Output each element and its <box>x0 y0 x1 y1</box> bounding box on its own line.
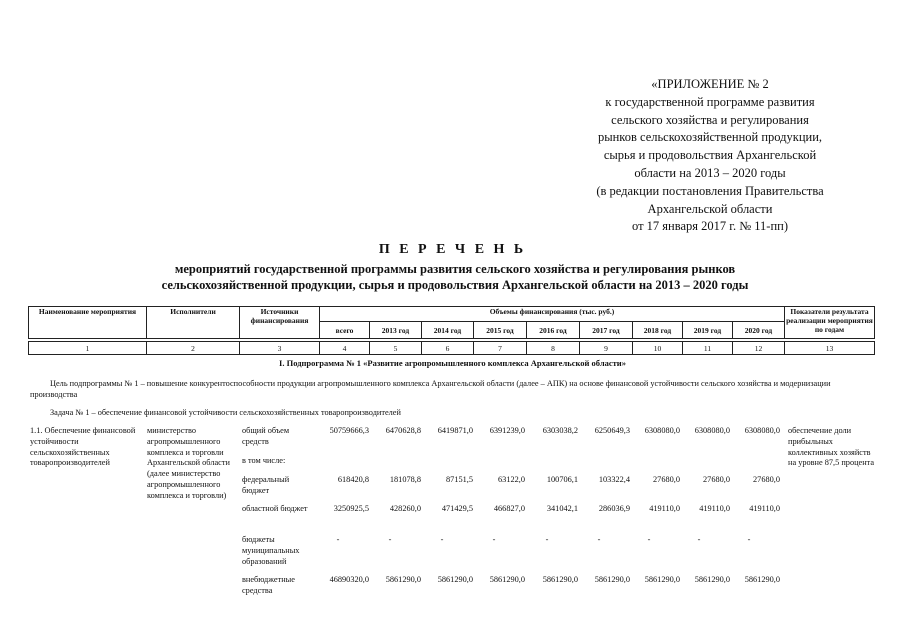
column-number: 11 <box>683 342 733 355</box>
header-year: 2017 год <box>580 322 633 339</box>
task-text: Задача № 1 – обеспечение финансовой устойчивости сельскохозяйственных товаропроизводителей <box>50 408 401 417</box>
goal-text: Цель подпрограммы № 1 – повышение конкурентоспособности продукции агропромышленного комплекса Архангельской области (далее – АПК) на основе финансовой устойчивости сельского хозяйства и модернизации производства <box>30 379 831 399</box>
value-cell: 6303038,2 <box>542 426 578 435</box>
header-year: 2014 год <box>422 322 474 339</box>
column-number: 13 <box>785 342 875 355</box>
header-sources: Источники финансирования <box>240 307 320 339</box>
value-cell: - <box>492 535 496 544</box>
column-number-row <box>28 341 875 355</box>
value-cell: 419110,0 <box>699 504 730 513</box>
appendix-line: от 17 января 2017 г. № 11-пп) <box>631 219 789 234</box>
value-cell: 100706,1 <box>546 475 578 484</box>
value-cell: 63122,0 <box>498 475 525 484</box>
value-cell: - <box>647 535 651 544</box>
value-cell: - <box>336 535 340 544</box>
value-cell: 6250649,3 <box>594 426 630 435</box>
appendix-line: рынков сельскохозяйственной продукции, <box>597 130 823 145</box>
source-label: внебюджетные средства <box>242 575 295 595</box>
value-cell: - <box>388 535 392 544</box>
header-year: 2019 год <box>683 322 733 339</box>
column-number: 12 <box>733 342 785 355</box>
value-cell: 87151,5 <box>446 475 473 484</box>
value-cell: 27680,0 <box>753 475 780 484</box>
header-year: 2020 год <box>733 322 785 339</box>
appendix-line: (в редакции постановления Правительства <box>596 183 824 198</box>
column-number: 2 <box>147 342 240 355</box>
header-name: Наименование мероприятия <box>29 307 147 339</box>
column-number: 9 <box>580 342 633 355</box>
value-cell: 6308080,0 <box>744 426 780 435</box>
subheading-line: сельскохозяйственной продукции, сырья и продовольствия Архангельской области на 2013 – 2020 годы <box>161 277 749 292</box>
activity-executor: министерство агропромышленного комплекса и торговли Архангельской области (далее министерство агропромышленного комплекса и торговли) <box>147 426 230 500</box>
value-cell: - <box>545 535 549 544</box>
value-cell: 5861290,0 <box>489 575 525 584</box>
value-cell: 5861290,0 <box>694 575 730 584</box>
column-number: 3 <box>240 342 320 355</box>
value-cell: 5861290,0 <box>385 575 421 584</box>
appendix-line: Архангельской области <box>647 201 773 216</box>
value-cell: 6308080,0 <box>694 426 730 435</box>
value-cell: - <box>697 535 701 544</box>
activity-indicator: обеспечение доли прибыльных коллективных хозяйств на уровне 87,5 процента <box>788 426 875 468</box>
value-cell: 27680,0 <box>703 475 730 484</box>
subheading-line: мероприятий государственной программы развития сельского хозяйства и регулирования рынков <box>174 262 736 276</box>
header-year: 2018 год <box>633 322 683 339</box>
value-cell: 341042,1 <box>546 504 578 513</box>
value-cell: 5861290,0 <box>644 575 680 584</box>
value-cell: 3250925,5 <box>333 504 369 513</box>
header-executors: Исполнители <box>147 307 240 339</box>
header-volumes: Объемы финансирования (тыс. руб.) <box>320 307 785 322</box>
value-cell: 46890320,0 <box>329 575 369 584</box>
header-year: 2015 год <box>474 322 527 339</box>
value-cell: 50759666,3 <box>329 426 369 435</box>
source-label: в том числе: <box>242 456 286 465</box>
value-cell: 103322,4 <box>598 475 630 484</box>
value-cell: - <box>440 535 444 544</box>
value-cell: 6470628,8 <box>385 426 421 435</box>
appendix-line: «ПРИЛОЖЕНИЕ № 2 <box>651 77 769 91</box>
column-number: 5 <box>370 342 422 355</box>
header-indicators: Показатели результата реализации мероприятия по годам <box>785 307 875 339</box>
value-cell: 181078,8 <box>389 475 421 484</box>
appendix-line: сельского хозяйства и регулирования <box>611 112 809 127</box>
value-cell: 618420,8 <box>337 475 369 484</box>
value-cell: - <box>597 535 601 544</box>
value-cell: - <box>747 535 751 544</box>
value-cell: 419110,0 <box>749 504 780 513</box>
value-cell: 6308080,0 <box>644 426 680 435</box>
header-year: 2013 год <box>370 322 422 339</box>
column-number: 10 <box>633 342 683 355</box>
section-title: I. Подпрограмма № 1 «Развитие агропромышленного комплекса Архангельской области» <box>279 358 626 368</box>
document-subheading <box>60 262 850 293</box>
column-number: 8 <box>527 342 580 355</box>
column-number: 7 <box>474 342 527 355</box>
source-label: общий объем средств <box>242 426 290 446</box>
value-cell: 27680,0 <box>653 475 680 484</box>
activity-name: 1.1. Обеспечение финансовой устойчивости сельскохозяйственных товаропроизводителей <box>30 426 136 468</box>
header-total: всего <box>320 322 370 339</box>
value-cell: 419110,0 <box>649 504 680 513</box>
document-heading: П Е Р Е Ч Е Н Ь <box>378 242 527 257</box>
value-cell: 428260,0 <box>389 504 421 513</box>
value-cell: 471429,5 <box>441 504 473 513</box>
source-label: федеральный бюджет <box>242 475 290 495</box>
header-year: 2016 год <box>527 322 580 339</box>
appendix-line: сырья и продовольствия Архангельской <box>603 148 817 163</box>
value-cell: 5861290,0 <box>437 575 473 584</box>
value-cell: 466827,0 <box>493 504 525 513</box>
appendix-line: области на 2013 – 2020 годы <box>634 165 786 180</box>
value-cell: 6391239,0 <box>489 426 525 435</box>
source-label: областной бюджет <box>242 504 308 513</box>
column-number: 4 <box>320 342 370 355</box>
column-number: 6 <box>422 342 474 355</box>
value-cell: 286036,9 <box>598 504 630 513</box>
appendix-line: к государственной программе развития <box>605 94 815 109</box>
value-cell: 6419871,0 <box>437 426 473 435</box>
value-cell: 5861290,0 <box>744 575 780 584</box>
table-header <box>28 306 875 339</box>
column-number: 1 <box>29 342 147 355</box>
appendix-block <box>555 76 865 236</box>
value-cell: 5861290,0 <box>594 575 630 584</box>
source-label: бюджеты муниципальных образований <box>242 535 300 566</box>
value-cell: 5861290,0 <box>542 575 578 584</box>
